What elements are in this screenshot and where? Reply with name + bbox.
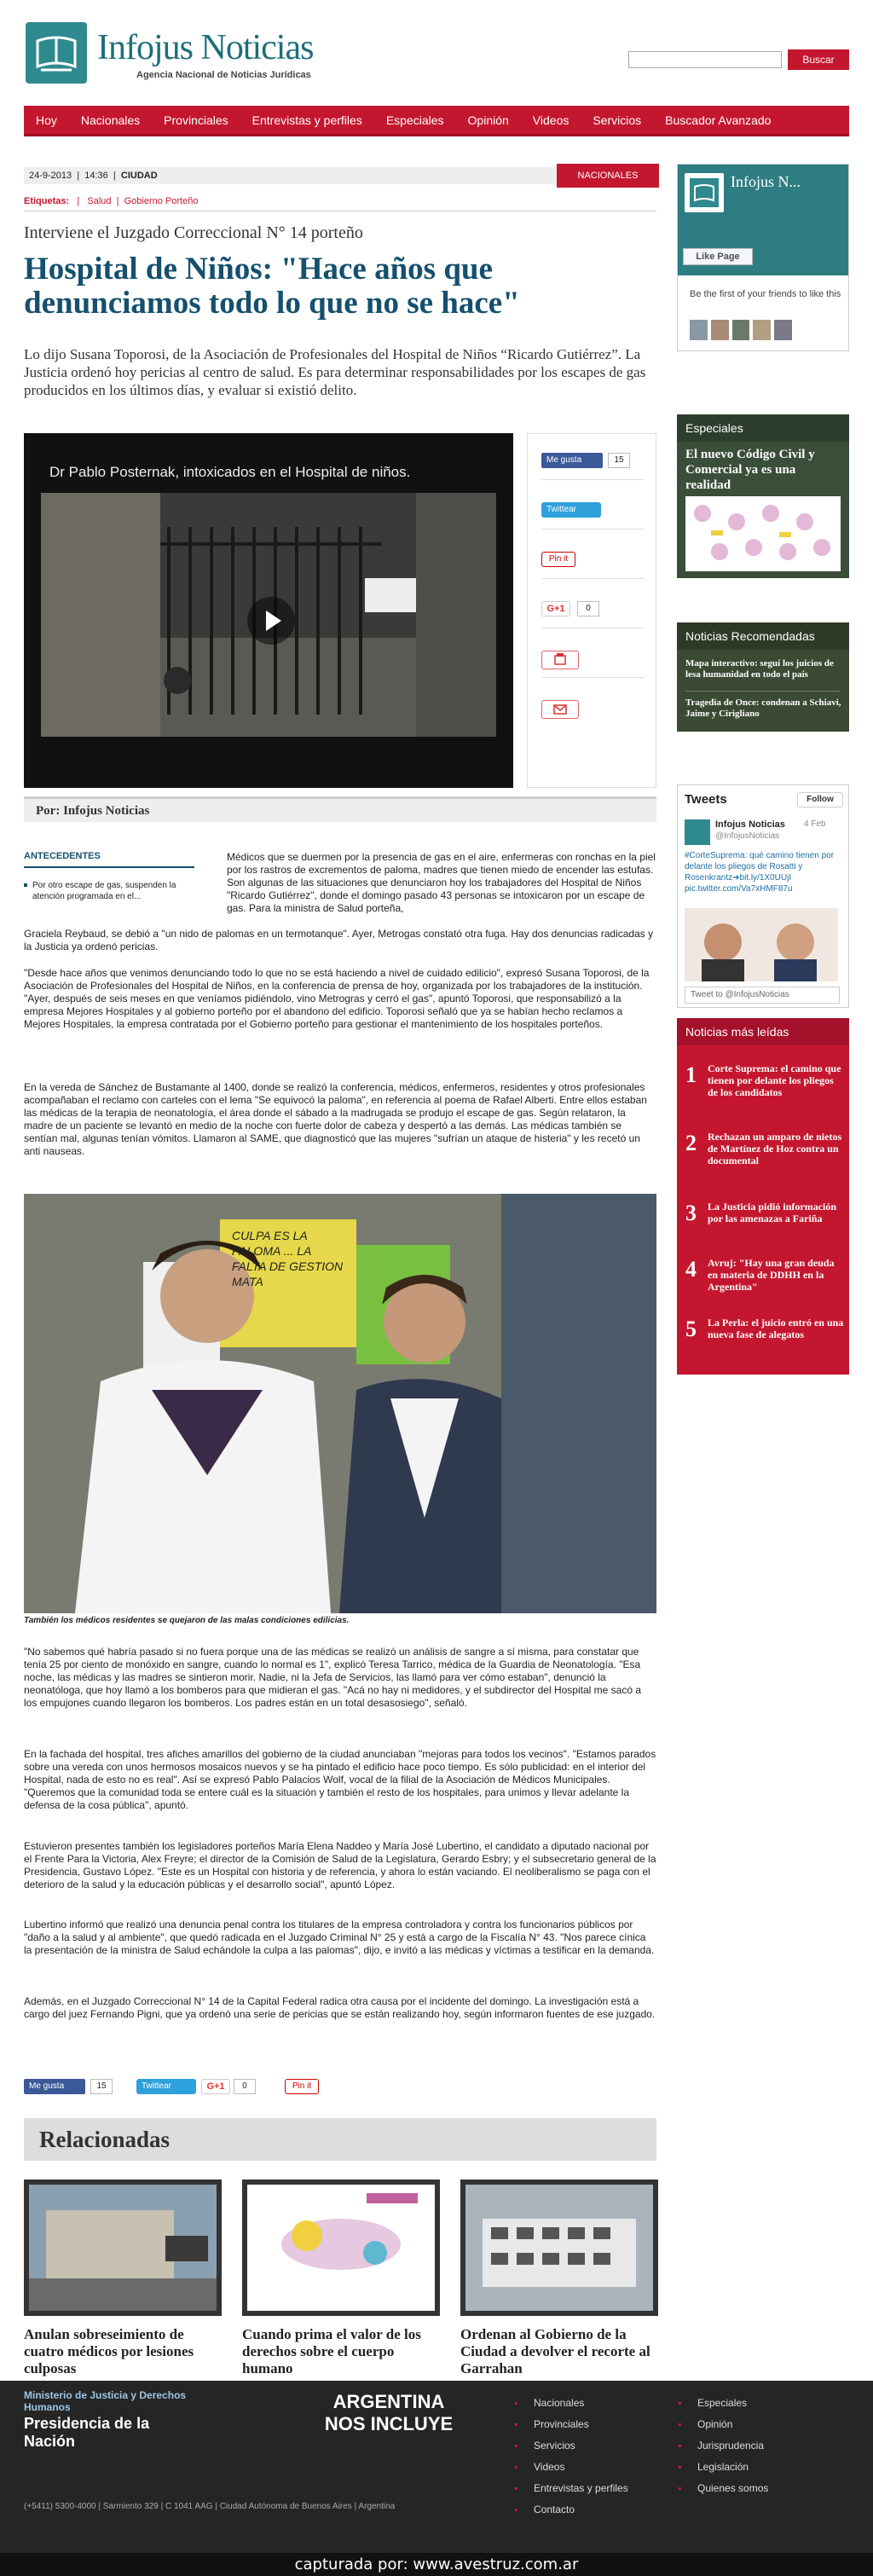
facebook-page-name[interactable]: Infojus N...	[731, 173, 801, 190]
nav-entrevistas[interactable]: Entrevistas y perfiles	[251, 113, 362, 127]
mas-leidas-block	[677, 1018, 849, 1375]
footer-links-col2	[679, 2393, 768, 2499]
related-card[interactable]	[460, 2179, 658, 2377]
tweet-user[interactable]: Infojus Noticias	[715, 819, 785, 830]
related-title: Cuando prima el valor de los derechos sobre el cuerpo humano	[242, 2326, 421, 2376]
gplus-button[interactable]: G+1	[541, 601, 570, 617]
facebook-like-button[interactable]: Me gusta	[24, 2079, 85, 2094]
tag-link[interactable]: Gobierno Porteño	[124, 196, 199, 206]
facebook-like-label: Me gusta	[546, 455, 582, 465]
footer-slogan-line1: ARGENTINA	[332, 2391, 445, 2412]
article-photo	[24, 1194, 656, 1613]
tags-row: Etiquetas: | Salud | Gobierno Porteño	[24, 196, 656, 211]
article-overtitle: Interviene el Juzgado Correccional N° 14 porteño	[24, 223, 363, 242]
share-column	[527, 433, 656, 788]
mas-leida-number: 3	[685, 1201, 697, 1225]
footer-link[interactable]: Jurisprudencia	[679, 2435, 768, 2457]
recomendada-link[interactable]: Tragedia de Once: condenan a Schiavi, Jaime y Cirigliano	[685, 698, 841, 719]
search-button[interactable]: Buscar	[788, 49, 849, 70]
tweet-date: 4 Feb	[804, 819, 826, 829]
avatar	[690, 320, 708, 340]
antecedente-link[interactable]: Por otro escape de gas, suspenden la atención programada en el...	[24, 880, 194, 902]
avatar	[732, 320, 750, 340]
especiales-heading: Especiales	[677, 414, 849, 442]
related-card[interactable]	[242, 2179, 440, 2377]
tweet-to-input[interactable]: Tweet to @InfojusNoticias	[685, 987, 840, 1004]
mas-leida-title: Rechazan un amparo de nietos de Martínez de Hoz contra un documental	[708, 1131, 842, 1166]
nav-videos[interactable]: Videos	[532, 113, 569, 127]
share-row-twitter	[541, 499, 644, 530]
footer-link[interactable]: Videos	[515, 2457, 628, 2478]
photo-sign-text: CULPA ES LA PALOMA ... LA FALTA DE GESTION MATA	[232, 1229, 344, 1288]
tags-label: Etiquetas:	[24, 196, 70, 206]
recomendada-link[interactable]: Mapa interactivo: seguí los juicios de lesa humanidad en todo el país	[685, 658, 834, 680]
site-footer	[0, 2381, 873, 2553]
related-image	[24, 2179, 222, 2316]
twitter-follow-button[interactable]: Follow	[797, 792, 843, 808]
especiales-block[interactable]	[677, 414, 849, 578]
tag-link[interactable]: Salud	[87, 196, 112, 206]
footer-org-ministry: Ministerio de Justicia y Derechos Humanos	[24, 2389, 187, 2413]
footer-links-col1	[515, 2393, 628, 2521]
avatar	[753, 320, 771, 340]
facebook-like-button[interactable]	[541, 453, 603, 468]
article-paragraph: Lubertino informó que realizó una denuncia penal contra los titulares de la empresa controladora y contra los funcionarios públicos por "daño a la salud y al ambiente", que quedó radicada en el Juzgado Criminal N° 25 y está a cargo de la Fiscalía N° 43. "Nos parece cínica la presentación de la ministra de Salud echándole la culpa a las palomas", dijo, e invitó a las médicas y víctimas a testificar en la demanda.	[24, 1919, 655, 1956]
article-paragraph: Además, en el Juzgado Correccional N° 14 de la Capital Federal radica otra causa por el incidente del domingo. La investigación está a cargo del juez Fernando Pigni, que ya ordenó una serie de pericias que se están realizando hoy, según informaron fuentes de ese juzgado.	[24, 1995, 656, 2020]
facebook-friends-avatars	[690, 320, 792, 340]
tweet-handle: @InfojusNoticias	[715, 831, 780, 841]
twitter-button[interactable]: Twittear	[136, 2079, 196, 2094]
footer-org[interactable]	[24, 2389, 194, 2451]
footer-link[interactable]: Entrevistas y perfiles	[515, 2478, 628, 2499]
footer-link[interactable]: Provinciales	[515, 2414, 628, 2435]
bottom-share-bar	[24, 2079, 656, 2101]
article-paragraph: "Desde hace años que venimos denunciando todo lo que no se está haciendo a nivel de cuidado edilicio", expresó Susana Toporosi, de la Asociación de Profesionales del Hospital de Niños, en la conferencia de prensa de hoy, organizada por los trabajadores de la institución. "Ayer, después de seis meses en que veníamos pidiéndolo, vino Metrogras y cerró el gas", apuntó Toporosi, que responsabilizó a la empresa Mejores Hospitales y al gobierno porteño por el abandono del edificio. Toporosi señaló que ya se habían hecho reclamos a Mejores Hospitales, la empresa contratada por el Gobierno porteño para gestionar el mantenimiento de los hospitales porteños.	[24, 967, 650, 1030]
email-icon[interactable]	[541, 700, 579, 719]
footer-link[interactable]: Servicios	[515, 2435, 628, 2457]
print-icon[interactable]	[541, 651, 579, 669]
avatar	[711, 320, 729, 340]
article-time: 14:36	[84, 171, 108, 181]
article-paragraph: Graciela Reybaud, se debió a "un nido de palomas en un termotanque". Ayer, Metrogas constató otra fuga. Hay dos denuncias radicadas y la Justicia ya ordenó pericias.	[24, 928, 654, 952]
gplus-count: 0	[577, 601, 599, 617]
section-badge[interactable]: NACIONALES	[557, 164, 659, 188]
mas-leida-title: La Perla: el juicio entró en una nueva fase de alegatos	[708, 1317, 844, 1340]
nav-hoy[interactable]: Hoy	[36, 113, 57, 127]
twitter-widget	[677, 784, 849, 1008]
related-image	[242, 2179, 440, 2316]
share-row-print	[541, 647, 644, 678]
footer-address: (+5411) 5300-4000 | Sarmiento 329 | C 1041 AAG | Ciudad Autónoma de Buenos Aires | Argentina	[24, 2502, 396, 2511]
recomendadas-block	[677, 622, 849, 732]
divider	[685, 691, 841, 692]
article-paragraph: En la fachada del hospital, tres afiches amarillos del gobierno de la ciudad anunciaban "mejoras para todos los vecinos". "Estamos parados sobre una vereda con unos hermosos mosaicos nuevos y se ha pintado el edificio hace poco tiempo. Es sólo publicidad: en el interior del Hospital, nada de esto no es real". Así se expresó Pablo Palacios Wolf, vocal de la filial de la Asociación de Médicos Municipales. "Queremos que la comunidad toda se entere cuál es la situación y también el resto de los hospitales, para unimos y llevar adelante la defensa de la cosa pública", apuntó.	[24, 1748, 656, 1811]
logo-subtitle: Agencia Nacional de Noticias Jurídicas	[136, 70, 311, 80]
nav-opinion[interactable]: Opinión	[467, 113, 509, 127]
facebook-widget	[677, 164, 849, 351]
facebook-like-page-button[interactable]: Like Page	[683, 248, 753, 265]
related-title: Anulan sobreseimiento de cuatro médicos por lesiones culposas	[24, 2326, 194, 2376]
tweet-text[interactable]: #CorteSuprema: qué camino tienen por delante los pliegos de Rosatti y Rosenkrantz➔bit.ly/1X0UUjI pic.twitter.com/Va7xHMF87u	[685, 851, 835, 894]
mas-leida-number: 5	[685, 1317, 697, 1341]
tweets-heading: Tweets	[685, 792, 727, 807]
especiales-image	[685, 496, 841, 571]
footer-org-presidency: Presidencia de la Nación	[24, 2415, 150, 2450]
share-row-email	[541, 697, 644, 727]
footer-link[interactable]: Nacionales	[515, 2393, 628, 2414]
book-logo-icon	[26, 22, 87, 84]
footer-slogan	[312, 2391, 465, 2435]
play-icon[interactable]	[247, 597, 295, 645]
related-card[interactable]	[24, 2179, 222, 2377]
related-image	[460, 2179, 658, 2316]
photo-caption: También los médicos residentes se quejaron de las malas condiciones edilicias.	[24, 1616, 350, 1625]
facebook-avatar	[685, 173, 724, 212]
antecedentes-box	[24, 851, 194, 902]
nav-provinciales[interactable]: Provinciales	[164, 113, 228, 127]
pinterest-button[interactable]: Pin it	[285, 2079, 319, 2094]
footer-slogan-line2: NOS INCLUYE	[324, 2413, 454, 2434]
footer-link[interactable]: Contacto	[515, 2499, 628, 2521]
mas-leida-title: La Justicia pidió información por las amenazas a Fariña	[708, 1201, 837, 1224]
share-row-gplus	[541, 598, 644, 628]
footer-link[interactable]: Especiales	[679, 2393, 768, 2414]
mas-leida-number: 4	[685, 1257, 697, 1282]
recomendadas-heading: Noticias Recomendadas	[677, 622, 849, 650]
video-title: Dr Pablo Posternak, intoxicados en el Hospital de niños.	[49, 464, 411, 480]
capture-watermark: capturada por: www.avestruz.com.ar	[0, 2553, 873, 2576]
article-category: CIUDAD	[120, 171, 158, 181]
nav-buscador-avanzado[interactable]: Buscador Avanzado	[665, 113, 772, 127]
mas-leida-title: Corte Suprema: el camino que tienen por delante los pliegos de los candidatos	[708, 1062, 841, 1098]
article-paragraph: Médicos que se duermen por la presencia de gas en el aire, enfermeras con ronchas en la piel por los rastros de excrementos de paloma, madres que tienen miedo de encender las estufas. Son algunas de las situaciones que denunciaron hoy los trabajadores del Hospital de Niños "Ricardo Gutiérrez", donde el domingo pasado 43 personas se intoxicaron por un escape de gas. Para la ministra de Salud porteña,	[227, 851, 656, 914]
site-header	[0, 0, 873, 102]
video-player[interactable]	[24, 433, 513, 788]
footer-link[interactable]: Legislación	[679, 2457, 768, 2478]
mas-leida-number: 1	[685, 1062, 697, 1087]
avatar	[774, 320, 792, 340]
related-title: Ordenan al Gobierno de la Ciudad a devolver el recorte al Garrahan	[460, 2326, 650, 2376]
nav-servicios[interactable]: Servicios	[593, 113, 642, 127]
facebook-like-count: 15	[90, 2079, 113, 2094]
tweet-avatar	[685, 819, 710, 845]
facebook-cover	[678, 165, 848, 275]
footer-link[interactable]: Opinión	[679, 2414, 768, 2435]
gplus-button[interactable]: G+1	[201, 2079, 230, 2094]
footer-link[interactable]: Quienes somos	[679, 2478, 768, 2499]
mas-leidas-heading: Noticias más leídas	[677, 1018, 849, 1045]
share-row-pinterest	[541, 548, 644, 579]
especiales-title: El nuevo Código Civil y Comercial ya es una realidad	[685, 448, 815, 492]
gplus-count: 0	[234, 2079, 256, 2094]
article-paragraph: "No sabemos qué habría pasado si no fuera porque una de las médicas se realizó un análisis de sangre a sí misma, para constatar que tenía 25 por ciento de monóxido en sangre, cuando lo normal es 1", explicó Teresa Tarrico, médica de la Guardia de Neonatología. "Esa noche, las médicas y las madres se sintieron morir. Nadie, ni la Jefa de Servicios, las llamó para ver cómo estaban", denunció la neonatóloga, que hoy llamó a los bomberos para que midieran el gas. "Acá no hay ni medidores, y el subdirector del Hospital me sacó a los empujones cuando llegaron los bomberos. Los padres están en un total desasosiego", señaló.	[24, 1646, 642, 1709]
article-paragraph: En la vereda de Sánchez de Bustamante al 1400, donde se realizó la conferencia, médicos, enfermeros, residentes y otros profesionales acompañaban el reclamo con carteles con el lema "Se equivocó la paloma", en referencia al poema de Rafael Alberti. Entre ellos estaban las médicas de la terapia de neonatología, el área donde el sábado a la madrugada se produjo el escape de gas. Según relataron, la madre de un paciente se levantó en medio de la noche con fuerte dolor de cabeza y despertó a las demás. Las médicas también se sentían mal, algunas tenían vómitos. Llamaron al SAME, que diagnosticó que las mujeres "sufrían un ataque de histeria" y les recetó un anti nauseas.	[24, 1081, 647, 1157]
tweet-image[interactable]	[685, 908, 838, 981]
nav-especiales[interactable]: Especiales	[385, 113, 444, 127]
article-author: Por: Infojus Noticias	[24, 796, 656, 822]
logo-name: Infojus Noticias	[97, 28, 314, 67]
article-date: 24-9-2013	[29, 171, 72, 181]
facebook-friends-text: Be the first of your friends to like this	[690, 289, 841, 299]
share-row-facebook	[541, 449, 644, 480]
article-meta: 24-9-2013 | 14:36 | CIUDAD	[24, 167, 656, 184]
search-input[interactable]	[628, 51, 782, 68]
nav-nacionales[interactable]: Nacionales	[80, 113, 141, 127]
mas-leida-number: 2	[685, 1131, 697, 1155]
twitter-button[interactable]: Twittear	[541, 502, 601, 518]
article-paragraph: Estuvieron presentes también los legisladores porteños María Elena Naddeo y María José Lubertino, el candidato a diputado nacional por el Frente Para la Victoria, Alex Freyre; el director de la Comisión de Salud de la Legislatura, Gerardo Esbry; y el subsecretario general de la Presidencia, Gustavo López. "Este es un Hospital con historia y de referencia, y ahora lo están vaciando. El neoliberalismo se paga con el deterioro de la salud y la educación públicas y el desarrollo social", apuntó López.	[24, 1840, 656, 1890]
article-lead: Lo dijo Susana Toporosi, de la Asociación de Profesionales del Hospital de Niños “Ricardo Gutiérrez”. La Justicia ordenó hoy pericias al centro de salud. Es para determinar responsabilidades por los escapes de gas producidos en los últimos días, y evaluar si existió delito.	[24, 346, 646, 398]
mas-leida-title: Avruj: "Hay una gran deuda en materia de DDHH en la Argentina"	[708, 1257, 835, 1293]
related-heading: Relacionadas	[24, 2118, 656, 2161]
site-logo[interactable]	[26, 19, 367, 87]
article-headline: Hospital de Niños: "Hace años que denunciamos todo lo que no se hace"	[24, 252, 520, 321]
pinterest-button[interactable]: Pin it	[541, 552, 575, 567]
antecedentes-title: ANTECEDENTES	[24, 851, 194, 868]
facebook-like-count: 15	[608, 453, 630, 468]
main-nav	[24, 106, 849, 136]
